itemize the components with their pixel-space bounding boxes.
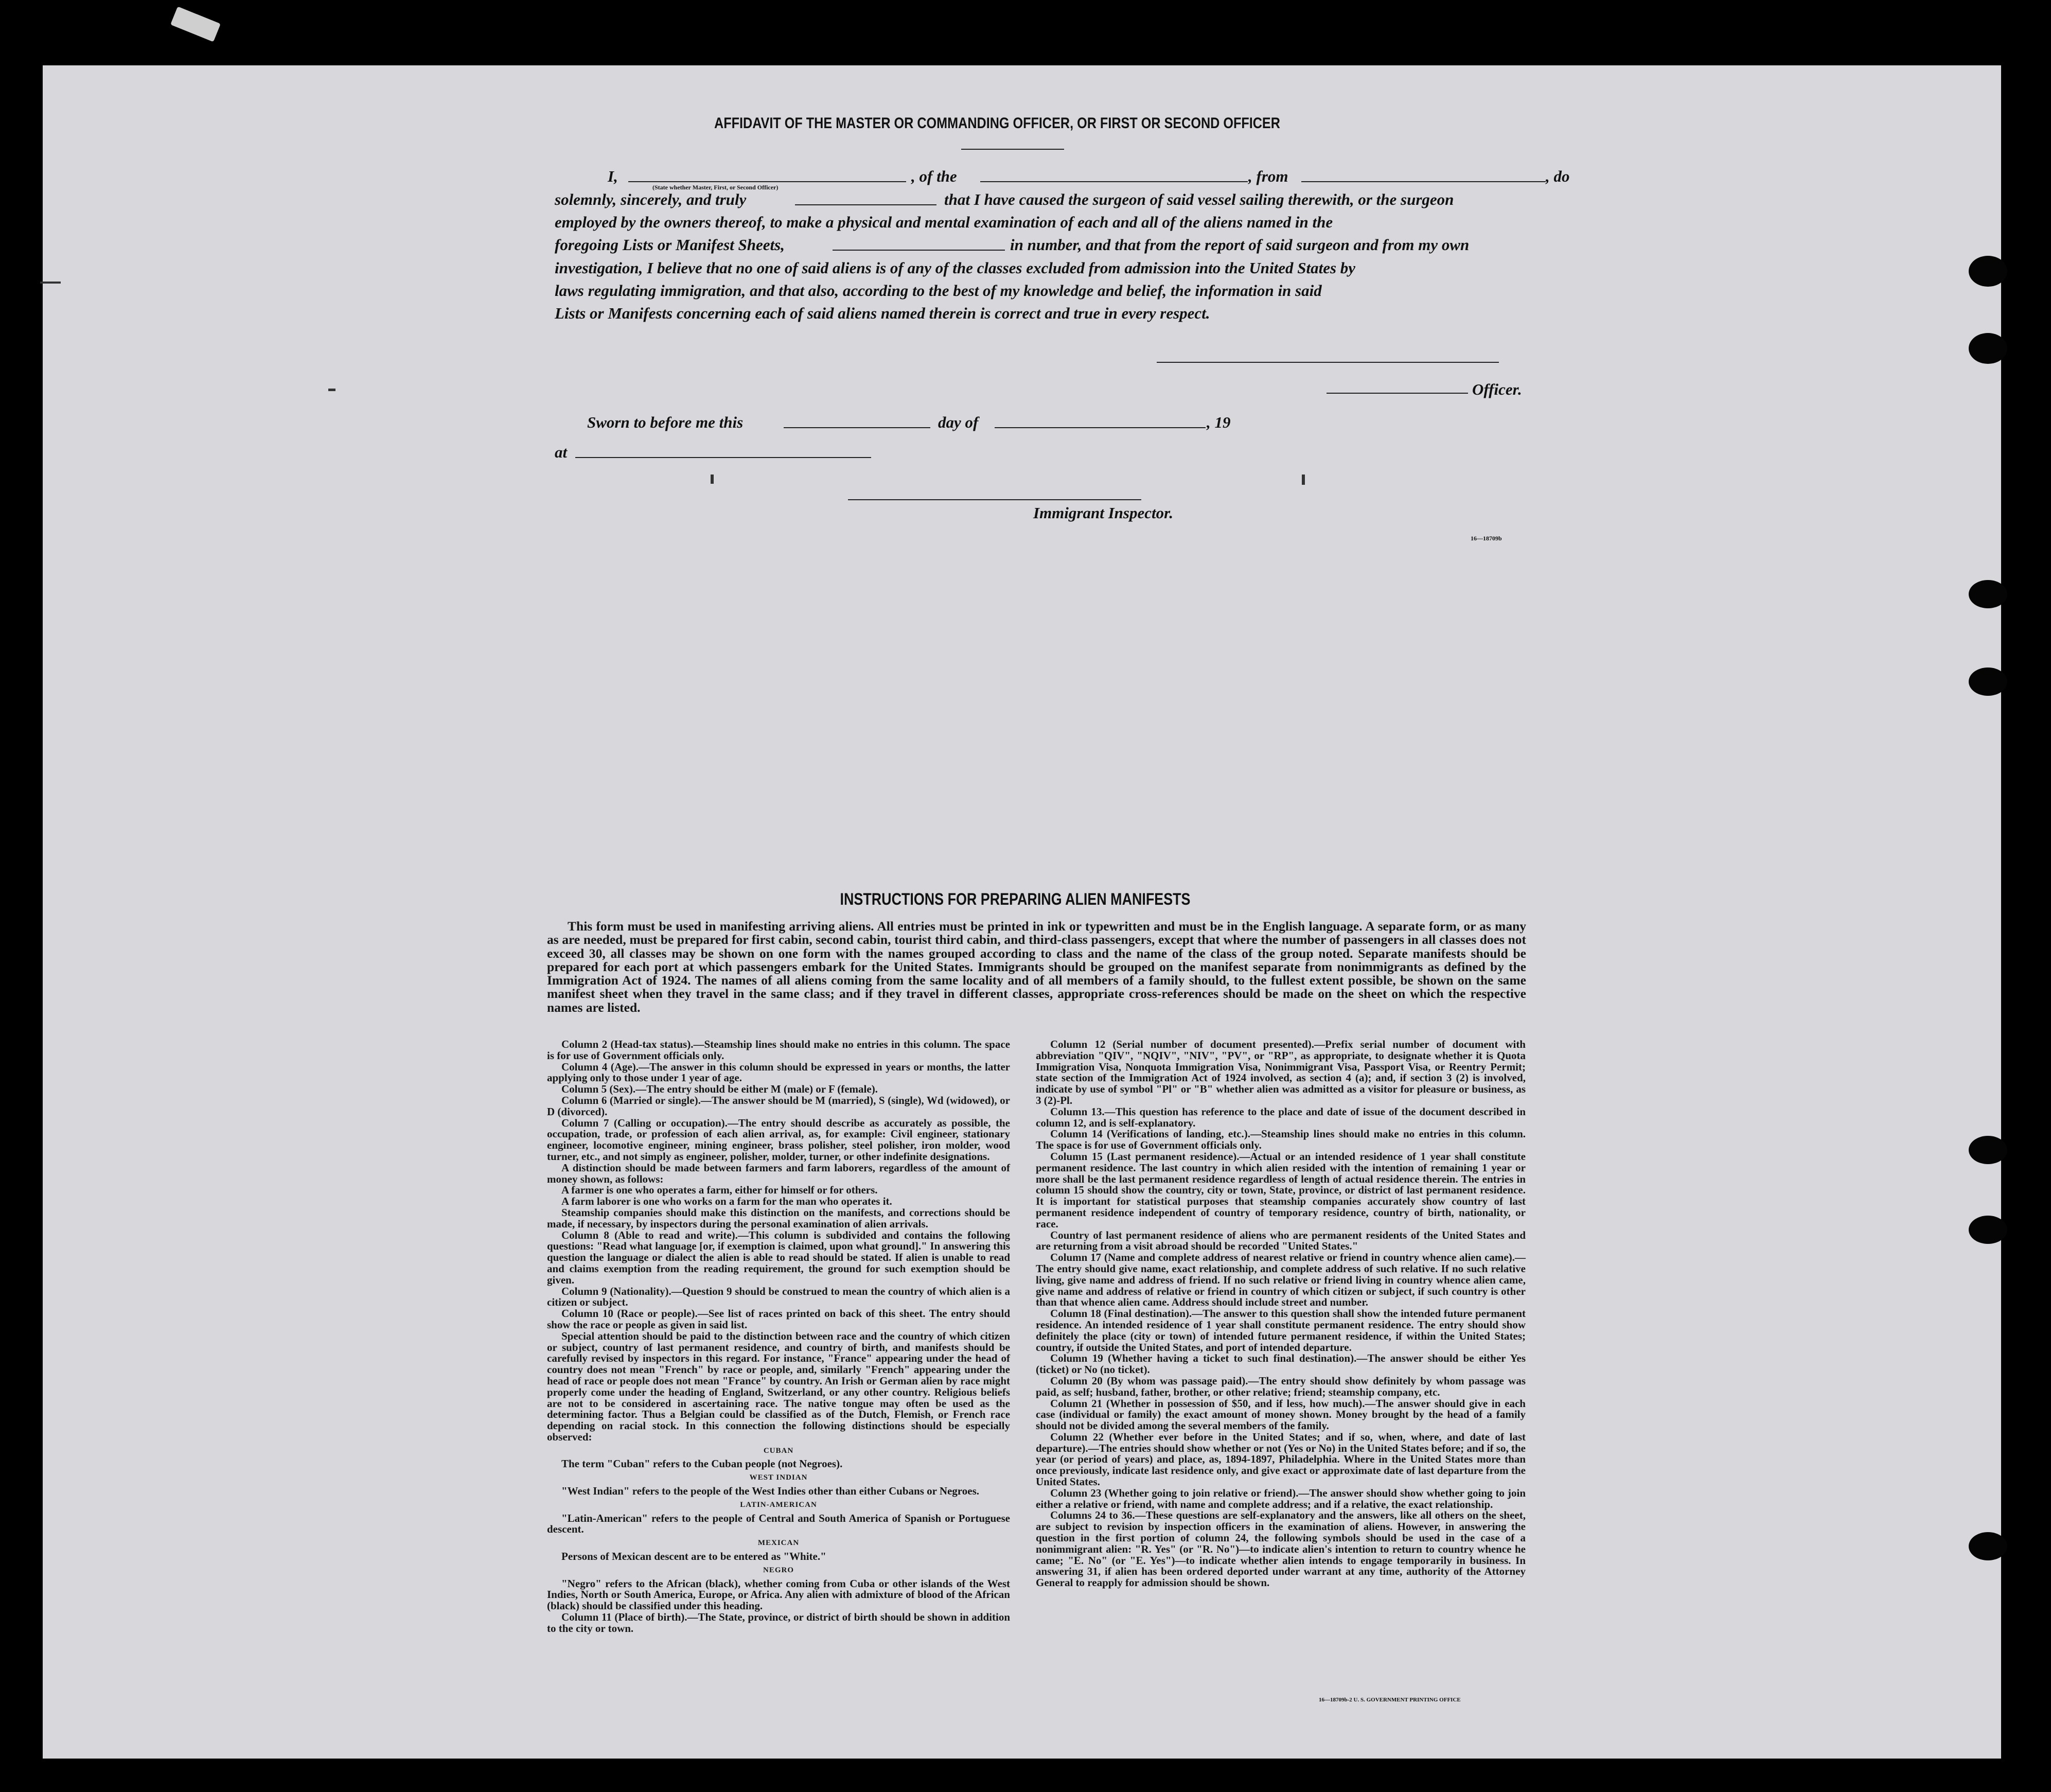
sworn-month-field[interactable] — [995, 427, 1206, 428]
west-indian-text: "West Indian" refers to the people of the West Indies other than either Cubans or Negroes. — [561, 1485, 979, 1498]
column-11-text: Column 11 (Place of birth).—The State, province, or district of birth should be shown in addition to the city or town. — [547, 1611, 1010, 1635]
scan-mark — [711, 475, 714, 484]
affidavit-of-the: , of the — [911, 167, 957, 185]
cuban-text: The term "Cuban" refers to the Cuban people (not Negroes). — [561, 1457, 843, 1470]
affidavit-surgeon-text: that I have caused the surgeon of said vessel sailing therewith, or the surgeon — [944, 190, 1454, 208]
affidavit-do: , do — [1546, 167, 1570, 185]
officer-label: Officer. — [1472, 380, 1522, 398]
left-para: Column 2 (Head-tax status).—Steamship lines should make no entries in this column. The space is for use of Government officials only. — [547, 1038, 1010, 1062]
instructions-intro: This form must be used in manifesting arriving aliens. All entries must be printed in ink or typewritten and must be in the English language. A separate form, or as many as are needed, must be prepared for first cabin, second cabin, tourist third cabin, and third-class passengers, except that where the number of passengers in all classes does not exceed 30, all classes may be shown on one form with the names grouped according to class and the name of the class of the group noted. Separate manifests should be prepared for each port at which passengers embark for the United States. Immigrants should be grouped on the manifest separate from nonimmigrants as defined by the Immigration Act of 1924. The names of all aliens coming from the same locality and of all members of a family should, to the fullest extent possible, be shown on the same manifest sheet when they travel in the same class; and if they travel in different classes, appropriate cross-references should be made on the sheet on which the respective names are listed. — [547, 919, 1526, 1015]
left-para: A farm laborer is one who works on a farm for the man who operates it. — [561, 1195, 892, 1208]
affidavit-employed: employed by the owners thereof, to make a physical and mental examination of each and all of the aliens named in the — [555, 213, 1333, 231]
right-para: Column 23 (Whether going to join relative or friend).—The answer should show whether going to join either a relative or friend, with name and complete address; and if a relative, the exact relationship. — [1036, 1486, 1526, 1510]
rank-note: (State whether Master, First, or Second Officer) — [652, 184, 779, 191]
affidavit-laws: laws regulating immigration, and that also, according to the best of my knowledge and belief, the information in said — [555, 282, 1322, 300]
at-text: at — [555, 443, 568, 461]
binder-hole — [1969, 1532, 2007, 1560]
day-of-text: day of — [938, 413, 979, 431]
left-para: Special attention should be paid to the distinction between race and the country of which citizen or subject, country of last permanent residence, and country of birth, and manifests should be carefully revised by inspectors in this regard. For instance, "France" appearing under the head of country does not mean "French" by race or people, and, similarly "French" appearing under the head of race or people does not mean "France" by country. An Irish or German alien by race might properly come under the heading of England, Switzerland, or any other country. Religious beliefs are not to be considered in ascertaining race. The native tongue may often be used as the determining factor. Thus a Belgian could be classified as of the Dutch, Flemish, or French race depending on racial stock. In this connection the following distinctions should be especially observed: — [547, 1329, 1010, 1443]
scan-mark — [40, 282, 61, 284]
left-para: Steamship companies should make this distinction on the manifests, and corrections should be made, if necessary, by inspectors during the personal examination of alien arrivals. — [547, 1206, 1010, 1230]
instructions-left-column — [547, 1039, 1010, 1635]
affidavit-in-number: in number, and that from the report of said surgeon and from my own — [1010, 236, 1470, 254]
binder-hole — [1969, 667, 2007, 696]
instructions-right-column — [1036, 1039, 1526, 1589]
right-para: Column 13.—This question has reference to the place and date of issue of the document described in column 12, and is self-explanatory. — [1036, 1105, 1526, 1129]
left-para: Column 8 (Able to read and write).—This column is subdivided and contains the following questions: "Read what language [or, if exemption is claimed, upon what ground]." In answering this question the language or dialect the alien is able to read should be stated. If alien is unable to read and claims exemption from the reading requirement, the ground for such exemption should be given. — [547, 1228, 1010, 1286]
affidavit-from: , from — [1248, 167, 1288, 185]
scan-mark — [328, 389, 335, 391]
form-sheet — [43, 65, 2001, 1759]
right-para: Columns 24 to 36.—These questions are self-explanatory and the answers, like all others on the sheet, are subject to revision by inspection officers in the examination of aliens. However, in answering the question in the first portion of column 24, the following symbols should be used in the case of a nonimmigrant alien: "R. Yes" (or "R. No")—to indicate alien's intention to return to country whence he came; "E. No" (or "E. Yes")—to indicate whether alien intends to engage temporarily in business. In answering 31, if alien has been ordered deported under warrant at any time, authority of the Attorney General to reapply for admission should be shown. — [1036, 1509, 1526, 1589]
right-para: Column 14 (Verifications of landing, etc.).—Steamship lines should make no entries in this column. The space is for use of Government officials only. — [1036, 1128, 1526, 1152]
right-para: Country of last permanent residence of aliens who are permanent residents of the United States and are returning from a visit abroad should be recorded "United States." — [1036, 1228, 1526, 1253]
left-para: Column 5 (Sex).—The entry should be either M (male) or F (female). — [561, 1083, 878, 1096]
affidavit-investigation: investigation, I believe that no one of said aliens is of any of the classes excluded from admission into the United States by — [555, 259, 1356, 277]
inspector-label: Immigrant Inspector. — [1033, 504, 1174, 522]
left-para: A farmer is one who operates a farm, either for himself or for others. — [561, 1184, 878, 1197]
binder-hole — [1969, 1136, 2007, 1164]
affidavit-solemnly: solemnly, sincerely, and truly — [555, 190, 747, 208]
mexican-text: Persons of Mexican descent are to be entered as "White." — [561, 1550, 826, 1563]
cuban-heading: CUBAN — [763, 1446, 794, 1455]
right-para: Column 17 (Name and complete address of nearest relative or friend in country whence alien came).—The entry should give name, exact relationship, and complete address of such relative. If no such relative living, give name and address of friend. If no such relative or friend living in country whence alien came, give name and address of relative or friend in country of which citizen or subject, if such country is other than that whence alien came. Address should include street and number. — [1036, 1251, 1526, 1309]
west-indian-heading: WEST INDIAN — [749, 1473, 808, 1482]
right-para: Column 18 (Final destination).—The answer to this question shall show the intended future permanent residence. An intended residence of 1 year shall constitute permanent residence. The entry should show definitely the place (city or town) of intended future permanent residence, if within the United States; country, if outside the United States, and port of intended departure. — [1036, 1307, 1526, 1354]
officer-signature-line[interactable] — [1157, 362, 1499, 363]
left-para: Column 6 (Married or single).—The answer should be M (married), S (single), Wd (widowed), or D (divorced). — [547, 1094, 1010, 1118]
officer-rank-field[interactable] — [628, 181, 906, 182]
left-para: Column 9 (Nationality).—Question 9 should be construed to mean the country of which alien is a citizen or subject. — [547, 1285, 1010, 1309]
instructions-title: INSTRUCTIONS FOR PREPARING ALIEN MANIFESTS — [840, 890, 1191, 908]
mexican-heading: MEXICAN — [757, 1539, 800, 1548]
left-para: Column 7 (Calling or occupation).—The entry should describe as accurately as possible, the occupation, trade, or profession of each alien arrival, as, for example: Civil engineer, stationary engineer, locomotive engineer, mining engineer, brass polisher, steel polisher, iron molder, wood turner, etc., and not simply as engineer, polisher, molder, turner, or other indefinite designations. — [547, 1116, 1010, 1163]
left-para: Column 4 (Age).—The answer in this column should be expressed in years or months, the latter applying only to those under 1 year of age. — [547, 1060, 1010, 1084]
right-para: Column 15 (Last permanent residence).—Actual or an intended residence of 1 year shall constitute permanent residence. The last country in which alien resided with the intention of remaining 1 year or more shall be the last permanent residence regardless of length of actual residence therein. The entries in column 15 should show the country, city or town, State, province, or district of last permanent residence. It is important for statistical purposes that steamship companies accurately show country of last permanent residence independent of country of temporary residence, country of birth, nationality, or race. — [1036, 1150, 1526, 1230]
sheet-count-field[interactable] — [833, 250, 1005, 251]
right-para: Column 21 (Whether in possession of $50, and if less, how much).—The answer should give in each case (individual or family) the exact amount of money shown. Money brought by the head of a family should not be divided among the several members of the family. — [1036, 1397, 1526, 1432]
left-para: A distinction should be made between farmers and farm laborers, regardless of the amount of money shown, as follows: — [547, 1161, 1010, 1185]
right-para: Column 19 (Whether having a ticket to such final destination).—The answer should be either Yes (ticket) or No (no ticket). — [1036, 1352, 1526, 1376]
sworn-place-field[interactable] — [575, 457, 871, 458]
latin-american-heading: LATIN-AMERICAN — [740, 1500, 817, 1509]
binder-hole — [1969, 256, 2007, 287]
affidavit-i: I, — [608, 167, 618, 185]
latin-american-text: "Latin-American" refers to the people of Central and South America of Spanish or Portuguese descent. — [547, 1512, 1010, 1536]
affidavit-foregoing: foregoing Lists or Manifest Sheets, — [555, 236, 785, 254]
sworn-text: Sworn to before me this — [587, 413, 744, 431]
right-para: Column 12 (Serial number of document presented).—Prefix serial number of document with abbreviation "QIV", "NQIV", "NIV", "PV", or "RP", as appropriate, to designate whether it is Quota Immigration Visa, Nonquota Immigration Visa, Nonimmigrant Visa, Passport Visa, or Reentry Permit; state section of the Immigration Act of 1924 involved, as section 4 (a); and, if section 3 (2) is involved, indicate by use of symbol "Pl" or "B" whether alien was admitted as a visitor for pleasure or business, as 3 (2)-Pl. — [1036, 1038, 1526, 1106]
sworn-day-field[interactable] — [784, 427, 930, 428]
year-text: , 19 — [1207, 413, 1231, 431]
scan-mark — [1302, 475, 1305, 485]
affidavit-lists: Lists or Manifests concerning each of said aliens named therein is correct and true in every respect. — [555, 304, 1210, 322]
departure-port-field[interactable] — [1301, 181, 1546, 182]
vessel-name-field[interactable] — [980, 181, 1248, 182]
binder-hole — [1969, 580, 2007, 608]
affidavit-title: AFFIDAVIT OF THE MASTER OR COMMANDING OFFICER, OR FIRST OR SECOND OFFICER — [714, 115, 1280, 132]
right-para: Column 22 (Whether ever before in the United States; and if so, when, where, and date of last departure).—The entries should show whether or not (Yes or No) in the United States before; and if so, the year (or period of years) and place, as, 1894-1897, Philadelphia. Where in the United States more than once previously, indicate last residence only, and give exact or approximate date of last departure from the United States. — [1036, 1430, 1526, 1488]
negro-heading: NEGRO — [763, 1566, 794, 1574]
inspector-signature-line[interactable] — [848, 499, 1141, 500]
affirm-field[interactable] — [795, 204, 936, 205]
officer-rank-line[interactable] — [1327, 393, 1468, 394]
binder-hole — [1969, 333, 2007, 364]
scan-clip-mark — [170, 7, 221, 42]
title-underline — [961, 149, 1064, 150]
left-para: Column 10 (Race or people).—See list of races printed on back of this sheet. The entry should show the race or people as given in said list. — [547, 1307, 1010, 1331]
binder-hole — [1969, 1216, 2007, 1244]
form-number: 16—18709b — [1471, 535, 1502, 542]
right-para: Column 20 (By whom was passage paid).—The entry should show definitely by whom passage was paid, as self; husband, father, brother, or other relative; friend; steamship company, etc. — [1036, 1374, 1526, 1398]
printing-office-footer: 16—18709b-2 U. S. GOVERNMENT PRINTING OFFICE — [1319, 1697, 1461, 1703]
negro-text: "Negro" refers to the African (black), whether coming from Cuba or other islands of the West Indies, North or South America, Europe, or Africa. Any alien with admixture of blood of the African (black) should be classified under this heading. — [547, 1577, 1010, 1612]
